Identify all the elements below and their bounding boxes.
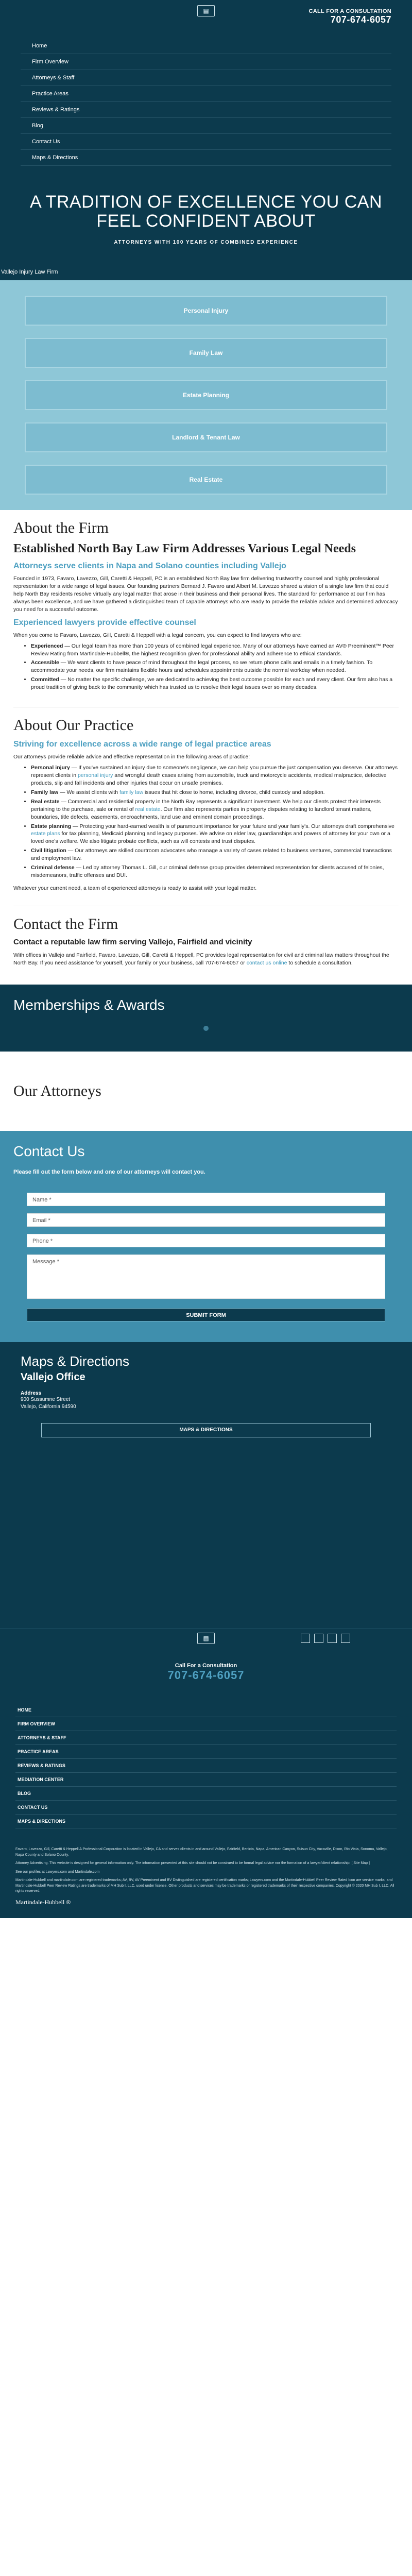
family-law-button[interactable]: Family Law xyxy=(25,338,387,368)
list-term: Civil litigation xyxy=(31,848,66,854)
list-text: and wrongful death cases arising from automobile, truck and motorcycle accidents, medical malpractice, defective products, slip and fall incidents and other injuries that occur on unsafe premises. xyxy=(31,772,387,786)
consult-label: CALL FOR A CONSULTATION xyxy=(308,8,391,14)
footer-nav-item xyxy=(15,1717,397,1731)
hero xyxy=(0,177,412,264)
practice-heading: About Our Practice xyxy=(13,717,134,734)
list-text: — We want clients to have peace of mind throughout the legal process, so we return phone calls and emails in a timely fashion. To accommodate your needs, our firm maintains flexible hours and schedules appointments outside the normal workday when needed. xyxy=(31,659,373,674)
list-item xyxy=(31,823,399,846)
footer-nav xyxy=(0,1683,412,1844)
footer-link-contact[interactable]: CONTACT US xyxy=(18,1805,48,1810)
maps-section xyxy=(0,1342,412,1458)
about-subheading: Attorneys serve clients in Napa and Solano counties including Vallejo xyxy=(13,561,286,570)
submit-form-button[interactable]: SUBMIT FORM xyxy=(27,1308,385,1321)
facebook-icon[interactable] xyxy=(301,1634,310,1643)
contact-online-link[interactable]: contact us online xyxy=(246,960,287,967)
list-text: — Protecting your hard-earned wealth is of paramount importance for your future and your family's. Our attorneys draft comprehensive xyxy=(71,823,394,829)
lawyers-subheading: Experienced lawyers provide effective counsel xyxy=(13,618,196,627)
header-phone-link[interactable]: 707-674-6057 xyxy=(330,14,391,25)
lawyers-intro: When you come to Favaro, Lavezzo, Gill, Caretti & Heppell with a legal concern, you can expect to find lawyers who are: xyxy=(13,632,302,638)
legal-text: Martindale-Hubbell and martindale.com are registered trademarks; AV, BV, AV Preeminent and BV Distinguished are registered certification marks; Lawyers.com and the Martindale-Hubbell Peer Review Rated Icon are service marks; and Martindale-Hubbell Peer Review Ratings are trademarks of MH Sub I, LLC, used under license. Other products and services may be trademarks or registered trademarks of their respective companies. Copyright © 2020 MH Sub I, LLC. All rights reserved. xyxy=(15,1878,394,1893)
practice-subheading: Striving for excellence across a wide range of legal practice areas xyxy=(13,740,271,749)
footer-link-mediation[interactable]: MEDIATION CENTER xyxy=(18,1777,64,1783)
list-item xyxy=(31,798,399,821)
carousel-dot-icon[interactable] xyxy=(203,1026,209,1031)
nav-link-maps[interactable]: Maps & Directions xyxy=(32,155,78,161)
list-item xyxy=(31,847,399,862)
email-field[interactable]: Email * xyxy=(27,1213,385,1227)
list-term: Estate planning xyxy=(31,823,72,829)
estate-plans-link[interactable]: estate plans xyxy=(31,831,60,837)
footer-nav-item xyxy=(15,1773,397,1787)
list-item xyxy=(31,659,399,674)
footer-logo-icon[interactable]: ▦ xyxy=(197,1633,215,1644)
site-header xyxy=(0,0,412,33)
list-term: Experienced xyxy=(31,642,63,649)
footer-consult-label: Call For a Consultation xyxy=(175,1663,237,1669)
footer-link-maps[interactable]: MAPS & DIRECTIONS xyxy=(18,1819,66,1824)
nav-item-firm-overview xyxy=(21,54,391,70)
header-consultation xyxy=(309,8,391,25)
landlord-tenant-button[interactable]: Landlord & Tenant Law xyxy=(25,422,387,452)
footer-legal xyxy=(0,1844,412,1918)
nav-item-contact xyxy=(21,134,391,150)
hero-image-alt: Vallejo Injury Law Firm xyxy=(0,264,412,280)
nav-item-attorneys xyxy=(21,70,391,86)
list-item xyxy=(31,864,399,879)
contact-text: With offices in Vallejo and Fairfield, Favaro, Lavezzo, Gill, Caretti & Heppell, PC provides legal representation for civil and criminal law matters throughout the North Bay. If you need assistance for yourself, your family or your business, call 707-674-6057 or xyxy=(13,952,389,967)
footer-phone-link[interactable]: 707-674-6057 xyxy=(167,1669,245,1682)
list-term: Real estate xyxy=(31,798,60,805)
main-nav xyxy=(0,33,412,177)
footer-link-firm-overview[interactable]: FIRM OVERVIEW xyxy=(18,1721,55,1727)
memberships-heading: Memberships & Awards xyxy=(13,997,165,1013)
martindale-logo[interactable]: Martindale-Hubbell ® xyxy=(15,1898,71,1906)
contact-firm-paragraph xyxy=(13,952,399,967)
personal-injury-link[interactable]: personal injury xyxy=(78,772,113,779)
name-field[interactable]: Name * xyxy=(27,1193,385,1206)
list-term: Accessible xyxy=(31,659,59,666)
about-paragraph: Founded in 1973, Favaro, Lavezzo, Gill, Caretti & Heppell, PC is an established North Bay law firm delivering trustworthy counsel and highly professional representation for a wide range of legal issues. Our founding partners Bernard J. Favaro and Albert M. Lavezzo shared a vision of a single law firm that could help North Bay residents resolve virtually any legal matter that arose in their business and their personal lives. The standard for performance at our firm has always been excellence, and we have gathered a distinguished team of capable attorneys who are ready to provide the reliable advice and determined advocacy you need for a successful outcome. xyxy=(13,575,398,613)
site-footer xyxy=(0,1628,412,1918)
contact-form-section xyxy=(0,1131,412,1342)
list-item xyxy=(31,676,399,691)
phone-field[interactable]: Phone * xyxy=(27,1234,385,1247)
practice-area-buttons xyxy=(0,280,412,510)
practice-intro: Our attorneys provide reliable advice and effective representation in the following areas of practice: xyxy=(13,754,250,760)
maps-directions-button[interactable]: MAPS & DIRECTIONS xyxy=(41,1423,371,1437)
nav-link-practice-areas[interactable]: Practice Areas xyxy=(32,91,68,97)
message-field[interactable]: Message * xyxy=(27,1255,385,1299)
nav-link-blog[interactable]: Blog xyxy=(32,123,44,129)
list-text: — Our attorneys are skilled courtroom advocates who manage a variety of cases related to business ventures, commercial transactions and employment law. xyxy=(31,848,392,862)
footer-nav-item xyxy=(15,1745,397,1759)
list-text: — Commercial and residential property in the North Bay represents a significant investment. We help our clients protect their interests pertaining to the purchase, sale or rental of xyxy=(31,798,381,812)
footer-link-practice-areas[interactable]: PRACTICE AREAS xyxy=(18,1749,59,1755)
real-estate-button[interactable]: Real Estate xyxy=(25,465,387,495)
nav-link-firm-overview[interactable]: Firm Overview xyxy=(32,59,68,65)
nav-link-contact[interactable]: Contact Us xyxy=(32,139,60,145)
footer-nav-item xyxy=(15,1787,397,1801)
attorneys-section xyxy=(0,1052,412,1131)
twitter-icon[interactable] xyxy=(314,1634,323,1643)
nav-link-reviews[interactable]: Reviews & Ratings xyxy=(32,107,80,113)
qualities-list xyxy=(31,642,399,691)
contact-text: to schedule a consultation. xyxy=(287,960,353,967)
list-item xyxy=(31,764,399,787)
address-label: Address xyxy=(21,1391,42,1397)
footer-nav-item xyxy=(15,1731,397,1745)
real-estate-link[interactable]: real estate xyxy=(135,806,161,812)
list-term: Committed xyxy=(31,676,59,683)
about-title: Established North Bay Law Firm Addresses Various Legal Needs xyxy=(13,542,356,556)
legal-text: See our profiles at Lawyers.com and Martindale.com xyxy=(15,1870,100,1874)
nav-item-blog xyxy=(21,118,391,134)
legal-text: Favaro, Lavezzo, Gill, Caretti & Heppell A Professional Corporation is located in Vallejo, CA and serves clients in and around Vallejo, Fairfield, Benicia, Napa, American Canyon, Suisun City, Vacaville, Dixon, Rio Vista, Sonoma, Vallejo, Napa County and Solano County. xyxy=(15,1848,388,1857)
footer-nav-item xyxy=(15,1759,397,1773)
family-law-link[interactable]: family law xyxy=(119,789,144,795)
list-text: — Led by attorney Thomas L. Gill, our criminal defense group provides determined representation for clients accused of felonies, misdemeanors, traffic offenses and DUI. xyxy=(31,865,384,878)
contact-firm-title: Contact a reputable law firm serving Vallejo, Fairfield and vicinity xyxy=(13,937,252,946)
address-street: 900 Sussumne Street xyxy=(21,1397,71,1403)
list-text: — If you've sustained an injury due to someone's negligence, we can help you pursue the just compensation you deserve. Our attorneys represent clients in xyxy=(31,765,398,779)
practice-list xyxy=(31,764,399,879)
footer-nav-item xyxy=(15,1801,397,1815)
list-term: Family law xyxy=(31,789,59,795)
footer-link-blog[interactable]: BLOG xyxy=(18,1791,31,1797)
practice-section xyxy=(0,707,412,901)
nav-link-home[interactable]: Home xyxy=(32,43,47,49)
nav-link-attorneys[interactable]: Attorneys & Staff xyxy=(32,75,75,81)
footer-consultation xyxy=(0,1663,412,1682)
legal-text: Attorney Advertising. This website is designed for general information only. The information presented at this site should not be construed to be formal legal advice nor the formation of a lawyer/client relationship. [ Site Map ] xyxy=(15,1861,370,1866)
footer-top xyxy=(0,1628,412,1683)
address xyxy=(21,1396,391,1411)
maps-heading: Maps & Directions xyxy=(21,1353,129,1369)
list-text: for tax planning, Medicaid planning and legacy purposes. We advise on elder law, guardianships and powers of attorney for your own or a loved one's welfare. We also litigate probate conflicts, such as will contests and trust disputes. xyxy=(31,831,390,845)
contact-firm-heading: Contact the Firm xyxy=(13,915,118,933)
list-text: issues that hit close to home, including divorce, child custody and adoption. xyxy=(143,789,325,795)
list-text: — Our legal team has more than 100 years of combined legal experience. Many of our attorneys have earned an AV® Preeminent™ Peer Review Rating from Martindale-Hubbell®, the highest recognition given for professional ability and adherence to ethical standards. xyxy=(31,642,394,657)
nav-item-reviews xyxy=(21,102,391,118)
contact-form-prompt: Please fill out the form below and one of our attorneys will contact you. xyxy=(13,1169,205,1176)
contact-form-heading: Contact Us xyxy=(13,1143,85,1160)
social-links xyxy=(301,1634,350,1643)
list-term: Criminal defense xyxy=(31,865,75,871)
list-text: . Our firm also represents parties in property disputes relating to landlord tenant matters, boundaries, title defects, easements, encroachments, land use and eminent domain proceedings. xyxy=(31,806,372,820)
footer-link-reviews[interactable]: REVIEWS & RATINGS xyxy=(18,1763,65,1769)
office-name: Vallejo Office xyxy=(21,1371,85,1383)
footer-nav-item xyxy=(15,1815,397,1828)
linkedin-icon[interactable] xyxy=(328,1634,337,1643)
list-term: Personal injury xyxy=(31,765,70,771)
list-item xyxy=(31,789,399,796)
nav-item-maps xyxy=(21,150,391,166)
footer-nav-item xyxy=(15,1703,397,1717)
map-area xyxy=(0,1458,412,1628)
address-city: Vallejo, California 94590 xyxy=(21,1404,76,1410)
memberships-section xyxy=(0,985,412,1052)
youtube-icon[interactable] xyxy=(341,1634,350,1643)
practice-outro: Whatever your current need, a team of experienced attorneys is ready to assist with your legal matter. xyxy=(13,885,257,891)
nav-item-practice-areas xyxy=(21,86,391,102)
attorneys-heading: Our Attorneys xyxy=(13,1082,101,1100)
about-heading: About the Firm xyxy=(13,519,109,537)
hero-subtitle: ATTORNEYS WITH 100 YEARS OF COMBINED EXPERIENCE xyxy=(114,240,298,246)
estate-planning-button[interactable]: Estate Planning xyxy=(25,380,387,410)
list-text: — No matter the specific challenge, we are dedicated to achieving the best outcome possible for each and every client. Our firm also has a proud tradition of giving back to the community which has trusted us to resolve their legal issues over so many decades. xyxy=(31,676,393,691)
contact-firm-section xyxy=(0,906,412,975)
list-item xyxy=(31,642,399,658)
firm-logo-icon[interactable]: ▦ xyxy=(197,5,215,16)
hero-title: A TRADITION OF EXCELLENCE YOU CAN FEEL CONFIDENT ABOUT xyxy=(29,192,383,231)
footer-link-home[interactable]: HOME xyxy=(18,1707,31,1713)
nav-item-home xyxy=(21,38,391,54)
footer-link-attorneys[interactable]: ATTORNEYS & STAFF xyxy=(18,1735,66,1741)
personal-injury-button[interactable]: Personal Injury xyxy=(25,296,387,326)
list-text: — We assist clients with xyxy=(58,789,119,795)
about-section xyxy=(0,510,412,702)
